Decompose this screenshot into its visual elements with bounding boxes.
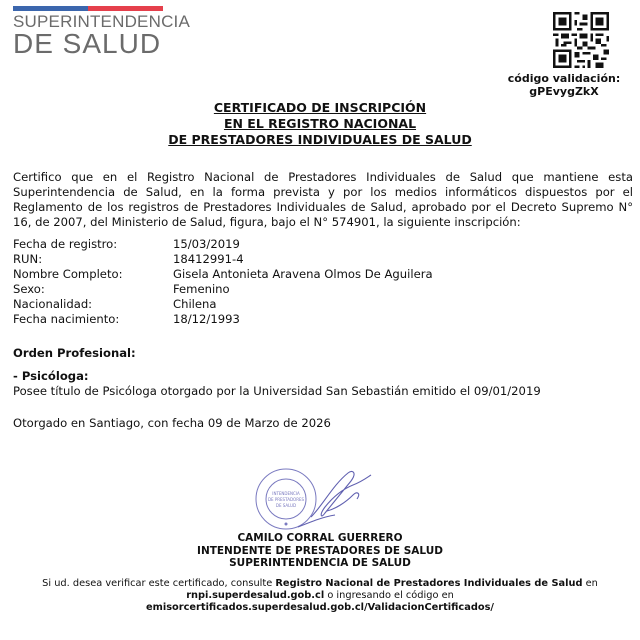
field-label: Fecha de registro: xyxy=(13,237,118,251)
svg-text:DE PRESTADORES: DE PRESTADORES xyxy=(267,497,305,502)
field-label: Sexo: xyxy=(13,282,45,296)
svg-text:DE SALUD: DE SALUD xyxy=(275,503,297,508)
field-value: 18412991-4 xyxy=(173,252,244,266)
logo-line1: SUPERINTENDENCIA xyxy=(13,12,191,31)
logo-line2: DE SALUD xyxy=(13,28,162,59)
validation-code-caption xyxy=(494,72,634,98)
footer-text-2: en xyxy=(582,578,598,589)
title-line1: CERTIFICADO DE INSCRIPCIÓN xyxy=(213,100,427,115)
title-line3: DE PRESTADORES INDIVIDUALES DE SALUD xyxy=(168,132,472,147)
field-value: Chilena xyxy=(173,297,217,311)
logo-bar-blue xyxy=(13,6,88,11)
signer-institution: SUPERINTENDENCIA DE SALUD xyxy=(229,557,411,569)
logo-color-bar xyxy=(13,6,163,11)
field-label: Nombre Completo: xyxy=(13,267,123,281)
validation-code: gPEvygZkX xyxy=(529,85,599,98)
certificate-title xyxy=(0,100,640,148)
field-row xyxy=(13,312,433,327)
intro-paragraph: Certifico que en el Registro Nacional de Prestadores Individuales de Salud que mantiene esta Superintendencia de Salud, en la forma prevista y por los medios informáticos dispuestos por el Reglamento de los registros de Prestadores Individuales de Salud, aprobado por el Decreto Supremo N° 16, de 2007, del Ministerio de Salud, figura, bajo el N° 574901, la siguiente inscripción: xyxy=(13,170,633,229)
field-label: RUN: xyxy=(13,252,43,266)
rnpi-link[interactable]: rnpi.superdesalud.gob.cl xyxy=(186,590,325,601)
signer-position: INTENDENTE DE PRESTADORES DE SALUD xyxy=(197,544,443,557)
field-value: 15/03/2019 xyxy=(173,237,240,251)
registry-name: Registro Nacional de Prestadores Individuales de Salud xyxy=(275,578,583,589)
signer-name: CAMILO CORRAL GUERRERO xyxy=(237,532,403,544)
field-label: Nacionalidad: xyxy=(13,297,93,311)
footer-text-3: o ingresando el código en xyxy=(324,590,454,601)
field-value: Gisela Antonieta Aravena Olmos De Aguilera xyxy=(173,267,433,281)
registration-fields xyxy=(13,237,433,327)
field-value: Femenino xyxy=(173,282,230,296)
field-row xyxy=(13,282,433,297)
validation-url-link[interactable]: emisorcertificados.superdesalud.gob.cl/ValidacionCertificados/ xyxy=(146,602,494,613)
validation-code-label: código validación: xyxy=(507,72,621,85)
issued-statement: Otorgado en Santiago, con fecha 09 de Marzo de 2026 xyxy=(13,416,331,430)
qr-code-icon xyxy=(553,12,609,68)
svg-text:INTENDENCIA: INTENDENCIA xyxy=(272,491,300,496)
field-row xyxy=(13,267,433,282)
field-row xyxy=(13,237,433,252)
footer-text-1: Si ud. desea verificar este certificado, consulte xyxy=(42,578,276,589)
orden-profesional-heading: Orden Profesional: xyxy=(13,346,136,360)
field-value: 18/12/1993 xyxy=(173,312,240,326)
official-seal-icon xyxy=(256,469,316,529)
title-line2: EN EL REGISTRO NACIONAL xyxy=(223,116,417,131)
verification-footer xyxy=(0,578,640,614)
field-row xyxy=(13,297,433,312)
superintendencia-logo xyxy=(13,6,191,59)
signer-block xyxy=(0,532,640,570)
profession-description: Posee título de Psicóloga otorgado por la Universidad San Sebastián emitido el 09/01/2019 xyxy=(13,384,541,398)
seal-and-signature xyxy=(253,465,378,535)
logo-bar-red xyxy=(88,6,163,11)
field-row xyxy=(13,252,433,267)
profession-title: - Psicóloga: xyxy=(13,369,89,383)
field-label: Fecha nacimiento: xyxy=(13,312,120,326)
